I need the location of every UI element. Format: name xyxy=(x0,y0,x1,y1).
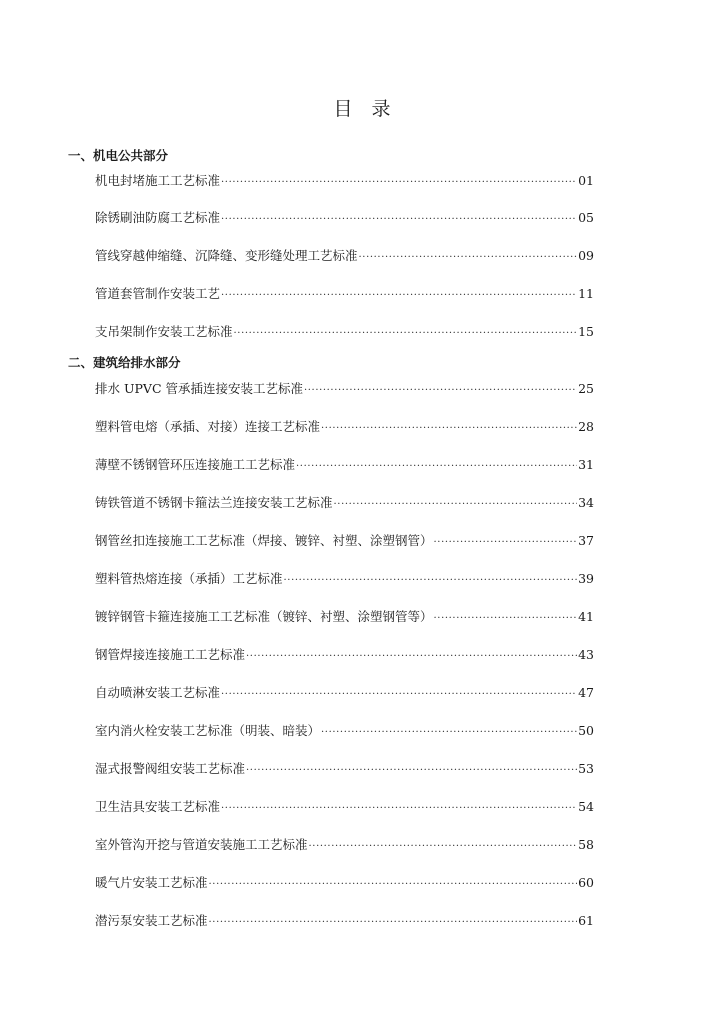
entry-page: 15 xyxy=(578,324,594,339)
leader-dots xyxy=(284,571,578,589)
toc-entry xyxy=(95,875,594,893)
entry-page: 34 xyxy=(578,495,594,510)
entry-label: 室外管沟开挖与管道安装施工工艺标准 xyxy=(95,837,308,852)
toc-entry xyxy=(95,799,594,817)
leader-dots xyxy=(304,381,577,399)
leader-dots xyxy=(296,457,577,475)
entry-label: 除锈刷油防腐工艺标准 xyxy=(95,210,221,225)
entry-label: 自动喷淋安装工艺标准 xyxy=(95,685,221,700)
leader-dots xyxy=(234,324,578,342)
entry-page: 39 xyxy=(578,571,594,586)
leader-dots xyxy=(321,723,577,741)
entry-page: 53 xyxy=(578,761,594,776)
entry-page: 31 xyxy=(578,457,594,472)
toc-entry xyxy=(95,324,594,342)
section-heading-1: 一、机电公共部分 xyxy=(68,148,169,163)
toc-entry xyxy=(95,571,594,589)
leader-dots xyxy=(246,647,577,665)
leader-dots xyxy=(221,799,577,817)
entry-label: 钢管焊接连接施工工艺标准 xyxy=(95,647,246,662)
entry-label: 管线穿越伸缩缝、沉降缝、变形缝处理工艺标准 xyxy=(95,248,358,263)
toc-entry xyxy=(95,286,594,304)
toc-entry xyxy=(95,723,594,741)
entry-page: 09 xyxy=(578,248,594,263)
entry-page: 11 xyxy=(578,286,594,301)
entry-label: 管道套管制作安装工艺 xyxy=(95,286,221,301)
entry-label: 镀锌钢管卡箍连接施工工艺标准（镀锌、衬塑、涂塑钢管等） xyxy=(95,609,433,624)
leader-dots xyxy=(321,419,577,437)
entry-label: 支吊架制作安装工艺标准 xyxy=(95,324,233,339)
entry-page: 61 xyxy=(578,913,594,928)
toc-entry xyxy=(95,533,594,551)
toc-entry xyxy=(95,248,594,266)
entry-label: 机电封堵施工工艺标准 xyxy=(95,173,221,188)
leader-dots xyxy=(246,761,577,779)
toc-entry xyxy=(95,647,594,665)
leader-dots xyxy=(221,173,577,191)
leader-dots xyxy=(221,210,577,228)
entry-page: 60 xyxy=(578,875,594,890)
page-title: 目 录 xyxy=(333,98,391,120)
entry-label: 排水 UPVC 管承插连接安装工艺标准 xyxy=(95,381,303,396)
entry-page: 54 xyxy=(578,799,594,814)
entry-label: 铸铁管道不锈钢卡箍法兰连接安装工艺标准 xyxy=(95,495,333,510)
entry-label: 湿式报警阀组安装工艺标准 xyxy=(95,761,246,776)
toc-entry xyxy=(95,419,594,437)
entry-label: 暖气片安装工艺标准 xyxy=(95,875,208,890)
entry-label: 塑料管电熔（承插、对接）连接工艺标准 xyxy=(95,419,321,434)
leader-dots xyxy=(334,495,578,513)
entry-label: 薄壁不锈钢管环压连接施工工艺标准 xyxy=(95,457,296,472)
toc-entry xyxy=(95,609,594,627)
entry-label: 潜污泵安装工艺标准 xyxy=(95,913,208,928)
leader-dots xyxy=(309,837,578,855)
toc-entry xyxy=(95,210,594,228)
leader-dots xyxy=(209,913,578,931)
section-heading-2: 二、建筑给排水部分 xyxy=(68,355,181,370)
entry-page: 25 xyxy=(578,381,594,396)
entry-page: 05 xyxy=(578,210,594,225)
entry-page: 01 xyxy=(578,173,594,188)
entry-page: 50 xyxy=(578,723,594,738)
toc-entry xyxy=(95,173,594,191)
leader-dots xyxy=(221,685,577,703)
entry-page: 37 xyxy=(578,533,594,548)
entry-label: 卫生洁具安装工艺标准 xyxy=(95,799,221,814)
entry-page: 58 xyxy=(578,837,594,852)
leader-dots xyxy=(359,248,578,266)
leader-dots xyxy=(221,286,577,304)
toc-entry xyxy=(95,381,594,399)
toc-entry xyxy=(95,685,594,703)
toc-entry xyxy=(95,913,594,931)
entry-page: 43 xyxy=(578,647,594,662)
leader-dots xyxy=(434,609,578,627)
toc-entry xyxy=(95,837,594,855)
toc-entry xyxy=(95,457,594,475)
entry-page: 41 xyxy=(578,609,594,624)
entry-page: 28 xyxy=(578,419,594,434)
entry-label: 室内消火栓安装工艺标准（明装、暗装） xyxy=(95,723,321,738)
entry-label: 塑料管热熔连接（承插）工艺标准 xyxy=(95,571,283,586)
leader-dots xyxy=(209,875,578,893)
toc-entry xyxy=(95,761,594,779)
toc-entry xyxy=(95,495,594,513)
entry-page: 47 xyxy=(578,685,594,700)
leader-dots xyxy=(434,533,578,551)
entry-label: 钢管丝扣连接施工工艺标准（焊接、镀锌、衬塑、涂塑钢管） xyxy=(95,533,433,548)
